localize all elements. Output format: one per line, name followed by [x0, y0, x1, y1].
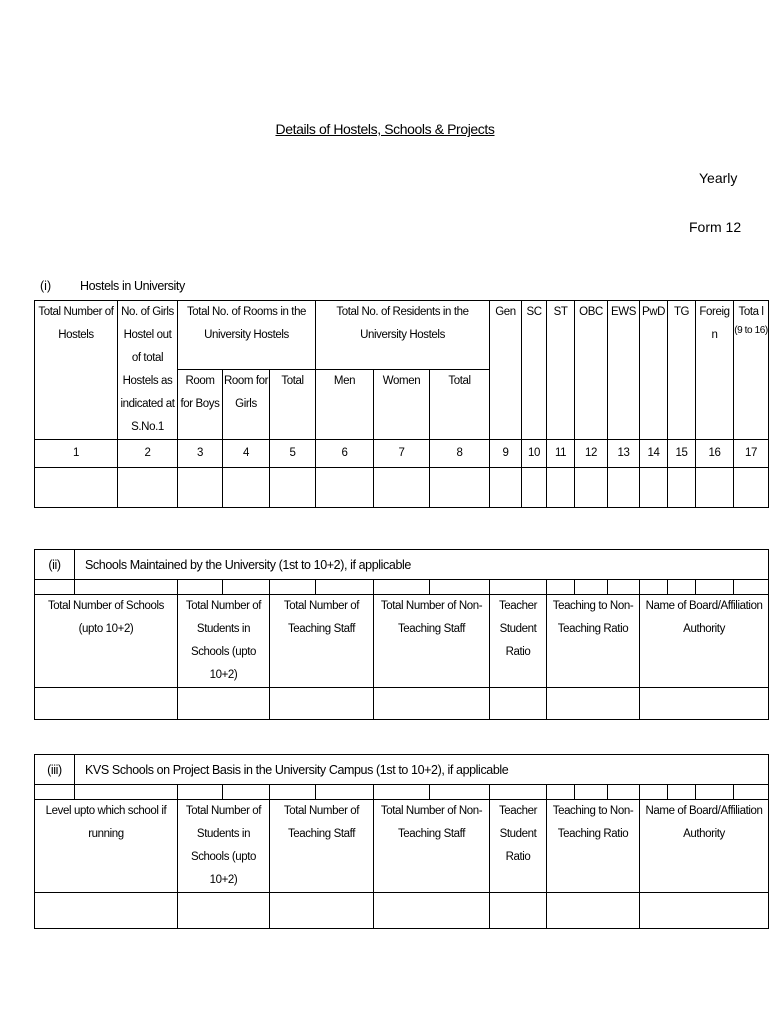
hdr-teaching-non-teaching-ratio: Teaching to Non-Teaching Ratio — [547, 595, 640, 688]
col-number: 15 — [668, 440, 696, 468]
input-cell[interactable] — [640, 468, 668, 508]
spacer-cell — [490, 580, 547, 595]
col-number: 7 — [374, 440, 430, 468]
input-cell[interactable] — [547, 688, 640, 720]
hdr-level: Level upto which school if running — [35, 800, 178, 893]
hdr-tg: TG — [668, 301, 696, 440]
col-number: 1 — [35, 440, 118, 468]
spacer-cell — [270, 580, 316, 595]
col-number: 16 — [696, 440, 734, 468]
hdr-board-authority: Name of Board/Affiliation Authority — [640, 800, 769, 893]
input-cell[interactable] — [223, 468, 270, 508]
col-number: 17 — [734, 440, 769, 468]
input-cell[interactable] — [734, 468, 769, 508]
input-cell[interactable] — [490, 688, 547, 720]
spacer-cell — [668, 580, 696, 595]
input-cell[interactable] — [668, 468, 696, 508]
section-iii-label: (iii) — [35, 755, 75, 785]
spacer-cell — [640, 580, 668, 595]
form-number: Form 12 — [689, 219, 742, 235]
col-number: 10 — [522, 440, 547, 468]
input-cell[interactable] — [118, 468, 178, 508]
input-cell[interactable] — [35, 688, 178, 720]
hdr-total-label: Tota l — [738, 306, 764, 318]
col-number: 9 — [490, 440, 522, 468]
spacer-cell — [75, 580, 178, 595]
input-cell[interactable] — [490, 468, 522, 508]
section-i-label: (i) — [40, 279, 52, 293]
spacer-cell — [374, 785, 430, 800]
hdr-foreign: Foreig n — [696, 301, 734, 440]
input-cell[interactable] — [640, 688, 769, 720]
input-cell[interactable] — [640, 893, 769, 929]
hdr-teaching-staff: Total Number of Teaching Staff — [270, 595, 374, 688]
col-number: 12 — [575, 440, 608, 468]
input-cell[interactable] — [374, 688, 490, 720]
spacer-cell — [575, 785, 608, 800]
hdr-women: Women — [374, 369, 430, 439]
spacer-cell — [75, 785, 178, 800]
hdr-rooms-group: Total No. of Rooms in the University Hostels — [178, 301, 316, 370]
kvs-schools-table — [34, 754, 769, 929]
hdr-men: Men — [316, 369, 374, 439]
spacer-cell — [178, 580, 223, 595]
section-ii-title: Schools Maintained by the University (1st to 10+2), if applicable — [75, 550, 769, 580]
spacer-cell — [316, 580, 374, 595]
hdr-teacher-student-ratio: Teacher Student Ratio — [490, 595, 547, 688]
hdr-room-boys: Room for Boys — [178, 369, 223, 439]
input-cell[interactable] — [270, 468, 316, 508]
col-number: 6 — [316, 440, 374, 468]
spacer-cell — [640, 785, 668, 800]
col-number: 5 — [270, 440, 316, 468]
spacer-cell — [430, 580, 490, 595]
hdr-room-girls: Room for Girls — [223, 369, 270, 439]
spacer-cell — [430, 785, 490, 800]
input-cell[interactable] — [270, 893, 374, 929]
section-ii-label: (ii) — [35, 550, 75, 580]
hdr-pwd: PwD — [640, 301, 668, 440]
input-cell[interactable] — [178, 893, 270, 929]
spacer-cell — [696, 785, 734, 800]
hdr-sc: SC — [522, 301, 547, 440]
hdr-gen: Gen — [490, 301, 522, 440]
hdr-total-students: Total Number of Students in Schools (upto 10+2) — [178, 800, 270, 893]
spacer-cell — [608, 785, 640, 800]
spacer-cell — [490, 785, 547, 800]
input-cell[interactable] — [374, 893, 490, 929]
section-i-title: Hostels in University — [80, 279, 185, 293]
spacer-cell — [668, 785, 696, 800]
spacer-cell — [575, 580, 608, 595]
spacer-cell — [35, 580, 75, 595]
spacer-cell — [547, 580, 575, 595]
input-cell[interactable] — [35, 893, 178, 929]
hdr-teaching-staff: Total Number of Teaching Staff — [270, 800, 374, 893]
hdr-total-schools: Total Number of Schools (upto 10+2) — [35, 595, 178, 688]
input-cell[interactable] — [178, 468, 223, 508]
input-cell[interactable] — [608, 468, 640, 508]
hdr-total-hostels: Total Number of Hostels — [35, 301, 118, 440]
spacer-cell — [35, 785, 75, 800]
schools-table — [34, 549, 769, 720]
input-cell[interactable] — [270, 688, 374, 720]
input-cell[interactable] — [178, 688, 270, 720]
hdr-total-students: Total Number of Students in Schools (upto 10+2) — [178, 595, 270, 688]
spacer-cell — [608, 580, 640, 595]
col-number: 14 — [640, 440, 668, 468]
hdr-residents-total: Total — [430, 369, 490, 439]
input-cell[interactable] — [522, 468, 547, 508]
hdr-non-teaching-staff: Total Number of Non-Teaching Staff — [374, 800, 490, 893]
input-cell[interactable] — [575, 468, 608, 508]
col-number: 11 — [547, 440, 575, 468]
hdr-total — [734, 301, 769, 440]
col-number: 8 — [430, 440, 490, 468]
input-cell[interactable] — [430, 468, 490, 508]
hostels-table — [34, 300, 769, 508]
input-cell[interactable] — [547, 468, 575, 508]
hdr-girls-hostel: No. of Girls Hostel out of total Hostels as indicated at S.No.1 — [118, 301, 178, 440]
spacer-cell — [696, 580, 734, 595]
page-title: Details of Hostels, Schools & Projects — [275, 121, 495, 137]
frequency-label: Yearly — [699, 170, 738, 186]
hdr-non-teaching-staff: Total Number of Non-Teaching Staff — [374, 595, 490, 688]
spacer-cell — [178, 785, 223, 800]
spacer-cell — [270, 785, 316, 800]
col-number: 2 — [118, 440, 178, 468]
col-number: 13 — [608, 440, 640, 468]
hdr-teaching-non-teaching-ratio: Teaching to Non-Teaching Ratio — [547, 800, 640, 893]
spacer-cell — [734, 785, 769, 800]
spacer-cell — [547, 785, 575, 800]
spacer-cell — [223, 785, 270, 800]
hdr-total-note: (9 to 16) — [734, 325, 768, 336]
col-number: 3 — [178, 440, 223, 468]
hdr-rooms-total: Total — [270, 369, 316, 439]
hdr-board-authority: Name of Board/Affiliation Authority — [640, 595, 769, 688]
input-cell[interactable] — [547, 893, 640, 929]
section-iii-title: KVS Schools on Project Basis in the University Campus (1st to 10+2), if applicable — [75, 755, 769, 785]
spacer-cell — [374, 580, 430, 595]
input-cell[interactable] — [696, 468, 734, 508]
input-cell[interactable] — [374, 468, 430, 508]
input-cell[interactable] — [490, 893, 547, 929]
spacer-cell — [734, 580, 769, 595]
spacer-cell — [223, 580, 270, 595]
hdr-teacher-student-ratio: Teacher Student Ratio — [490, 800, 547, 893]
spacer-cell — [316, 785, 374, 800]
hdr-ews: EWS — [608, 301, 640, 440]
input-cell[interactable] — [35, 468, 118, 508]
hdr-st: ST — [547, 301, 575, 440]
hdr-obc: OBC — [575, 301, 608, 440]
hdr-residents-group: Total No. of Residents in the University Hostels — [316, 301, 490, 370]
input-cell[interactable] — [316, 468, 374, 508]
col-number: 4 — [223, 440, 270, 468]
